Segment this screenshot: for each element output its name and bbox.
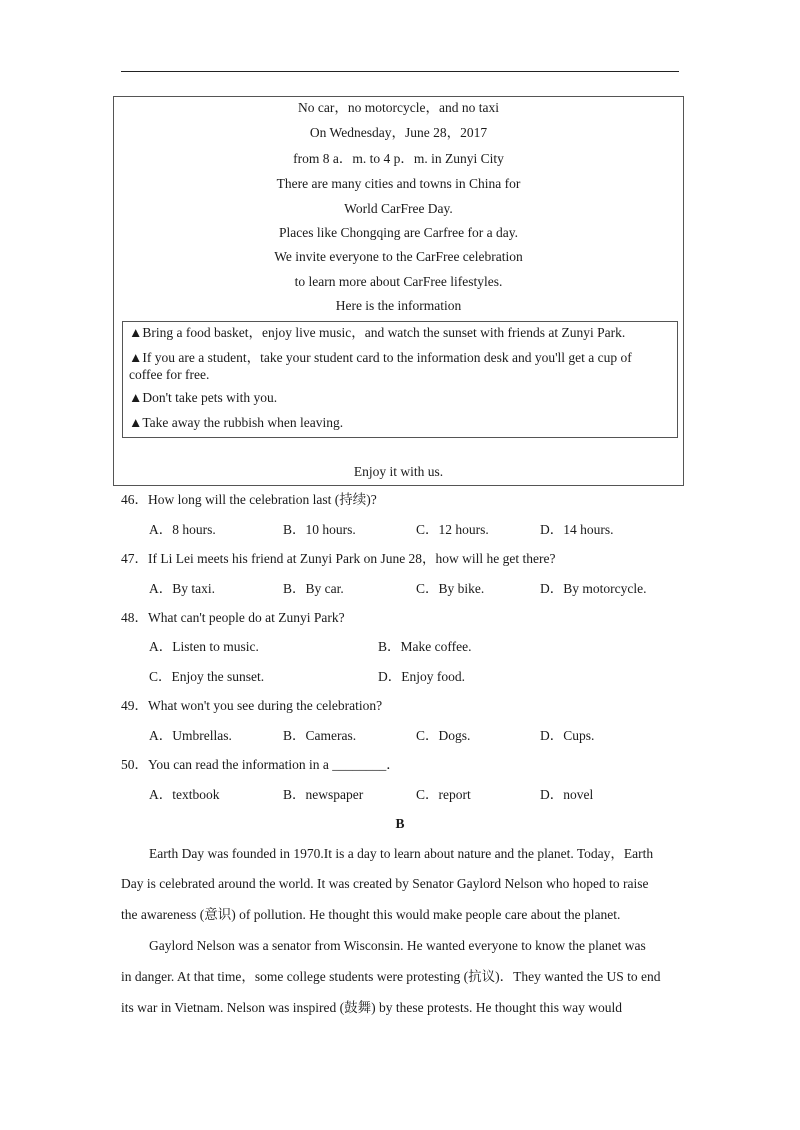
question-46 [121, 491, 377, 509]
notice-line: On Wednesday，June 28，2017 [309, 125, 488, 140]
passage-line: Day is celebrated around the world. It was created by Senator Gaylord Nelson who hoped to raise [121, 876, 649, 891]
info-box [122, 321, 678, 438]
option-d[interactable]: D．novel [540, 787, 594, 802]
option-b[interactable]: B．10 hours. [283, 522, 356, 537]
question-number: 46． [121, 492, 148, 507]
info-item: ▲Bring a food basket，enjoy live music，and watch the sunset with friends at Zunyi Park. [129, 325, 626, 340]
option-d[interactable]: D．14 hours. [540, 522, 614, 537]
info-item: ▲Take away the rubbish when leaving. [129, 415, 344, 430]
header-rule [121, 71, 679, 72]
question-48 [121, 609, 345, 627]
option-b[interactable]: B．Make coffee. [378, 639, 472, 654]
option-b[interactable]: B．By car. [283, 581, 344, 596]
passage-line: the awareness (意识) of pollution. He thought this would make people care about the planet. [121, 907, 621, 922]
question-text: What won't you see during the celebration? [148, 698, 383, 713]
option-a[interactable]: A．textbook [149, 787, 220, 802]
option-d[interactable]: D．Cups. [540, 728, 595, 743]
notice-line: from 8 a．m. to 4 p．m. in Zunyi City [293, 151, 504, 166]
notice-line: No car，no motorcycle，and no taxi [298, 100, 499, 115]
section-title: B [395, 816, 405, 831]
passage-line: in danger. At that time，some college students were protesting (抗议)．They wanted the US to end [121, 969, 661, 984]
notice-line: Places like Chongqing are Carfree for a day. [278, 225, 519, 240]
question-50 [121, 756, 400, 774]
option-d[interactable]: D．By motorcycle. [540, 581, 647, 596]
option-c[interactable]: C．Dogs. [416, 728, 471, 743]
option-c[interactable]: C．Enjoy the sunset. [149, 669, 265, 684]
notice-line: We invite everyone to the CarFree celebration [274, 249, 523, 264]
option-d[interactable]: D．Enjoy food. [378, 669, 465, 684]
option-a[interactable]: A．8 hours. [149, 522, 216, 537]
question-text: How long will the celebration last (持续)? [148, 492, 377, 507]
question-number: 49． [121, 698, 148, 713]
notice-line: World CarFree Day. [344, 201, 453, 216]
passage-line: Gaylord Nelson was a senator from Wisconsin. He wanted everyone to know the planet was [149, 938, 646, 953]
option-a[interactable]: A．Umbrellas. [149, 728, 232, 743]
question-number: 48． [121, 610, 148, 625]
question-49 [121, 697, 382, 715]
notice-footer: Enjoy it with us. [353, 464, 444, 479]
notice-line: to learn more about CarFree lifestyles. [294, 274, 503, 289]
question-number: 50． [121, 757, 148, 772]
passage-line: its war in Vietnam. Nelson was inspired (鼓舞) by these protests. He thought this way would [121, 1000, 622, 1015]
passage-line: Earth Day was founded in 1970.It is a day to learn about nature and the planet. Today，Earth [149, 846, 654, 861]
question-47 [121, 550, 556, 568]
option-b[interactable]: B．Cameras. [283, 728, 357, 743]
question-text: If Li Lei meets his friend at Zunyi Park on June 28，how will he get there? [148, 551, 556, 566]
option-a[interactable]: A．By taxi. [149, 581, 215, 596]
question-text: You can read the information in a ________． [148, 757, 400, 772]
option-c[interactable]: C．By bike. [416, 581, 485, 596]
notice-box [113, 96, 684, 486]
option-c[interactable]: C．report [416, 787, 471, 802]
info-item: ▲Don't take pets with you. [129, 390, 278, 405]
option-a[interactable]: A．Listen to music. [149, 639, 259, 654]
info-item: ▲If you are a student，take your student card to the information desk and you'll get a cup of coffee for free. [129, 350, 632, 382]
notice-line: There are many cities and towns in China for [276, 176, 521, 191]
option-b[interactable]: B．newspaper [283, 787, 364, 802]
option-c[interactable]: C．12 hours. [416, 522, 489, 537]
question-text: What can't people do at Zunyi Park? [148, 610, 345, 625]
notice-line: Here is the information [335, 298, 462, 313]
question-number: 47． [121, 551, 148, 566]
